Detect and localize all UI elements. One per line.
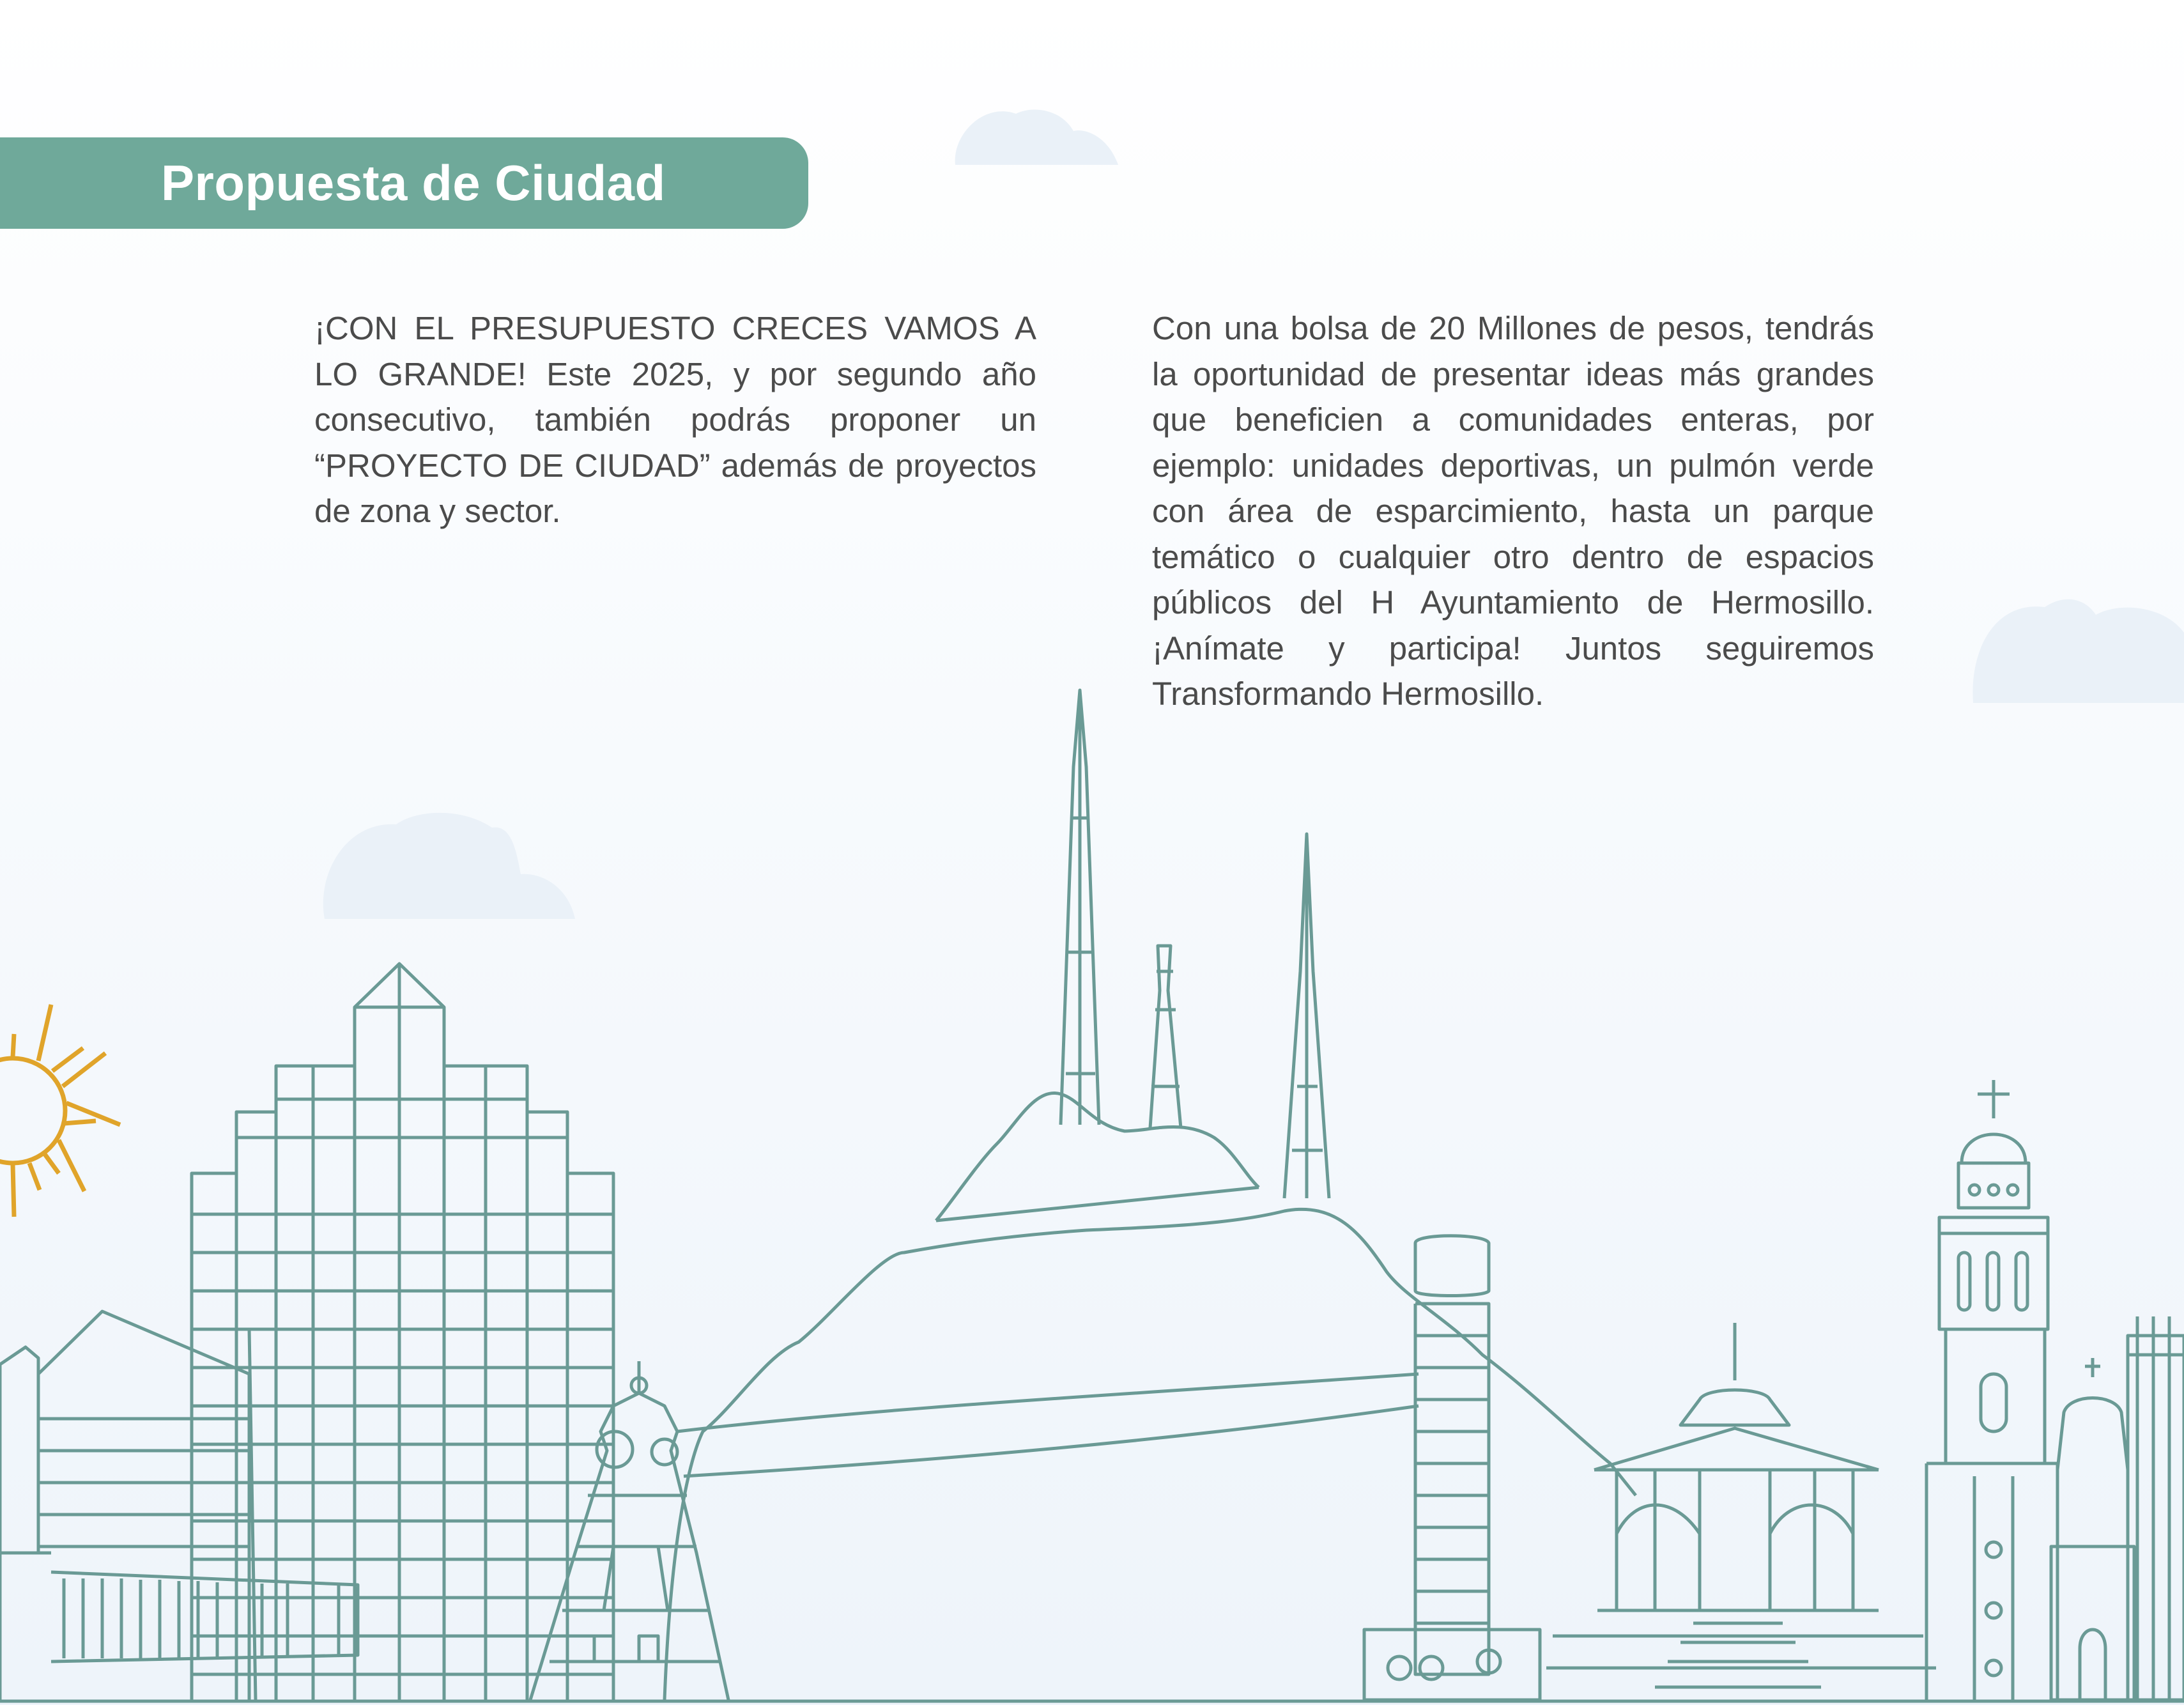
cloud-icon xyxy=(1973,599,2184,703)
clock-tower xyxy=(530,1361,728,1700)
sun-icon xyxy=(0,1005,120,1217)
section-title: Propuesta de Ciudad xyxy=(161,155,666,211)
details-paragraph: Con una bolsa de 20 Millones de pesos, tendrás la oportunidad de presentar ideas más grandes que beneficien a comunidades enteras, por ejemplo: unidades deportivas, un pulmón verde con área de esparcimiento, hasta un parque temático o cualquier otro dentro de espacios públicos del H Ayuntamiento de Hermosillo. ¡Anímate y participa! Juntos seguiremos Transformando Hermosillo. xyxy=(1152,310,1874,712)
kiosk-gazebo xyxy=(1546,1323,1936,1687)
intro-paragraph: ¡CON EL PRESUPUESTO CRECES VAMOS A LO GRANDE! Este 2025, y por segundo año consecutivo, también podrás proponer un “PROYECTO DE CIUDAD” además de proyectos de zona y sector. xyxy=(314,310,1036,529)
water-tower xyxy=(1364,1236,1540,1700)
cloud-icon xyxy=(323,813,575,919)
civic-building xyxy=(0,1311,358,1700)
chapel xyxy=(2051,1316,2184,1700)
church-tower xyxy=(1926,1080,2057,1700)
cloud-icon xyxy=(955,109,1118,165)
